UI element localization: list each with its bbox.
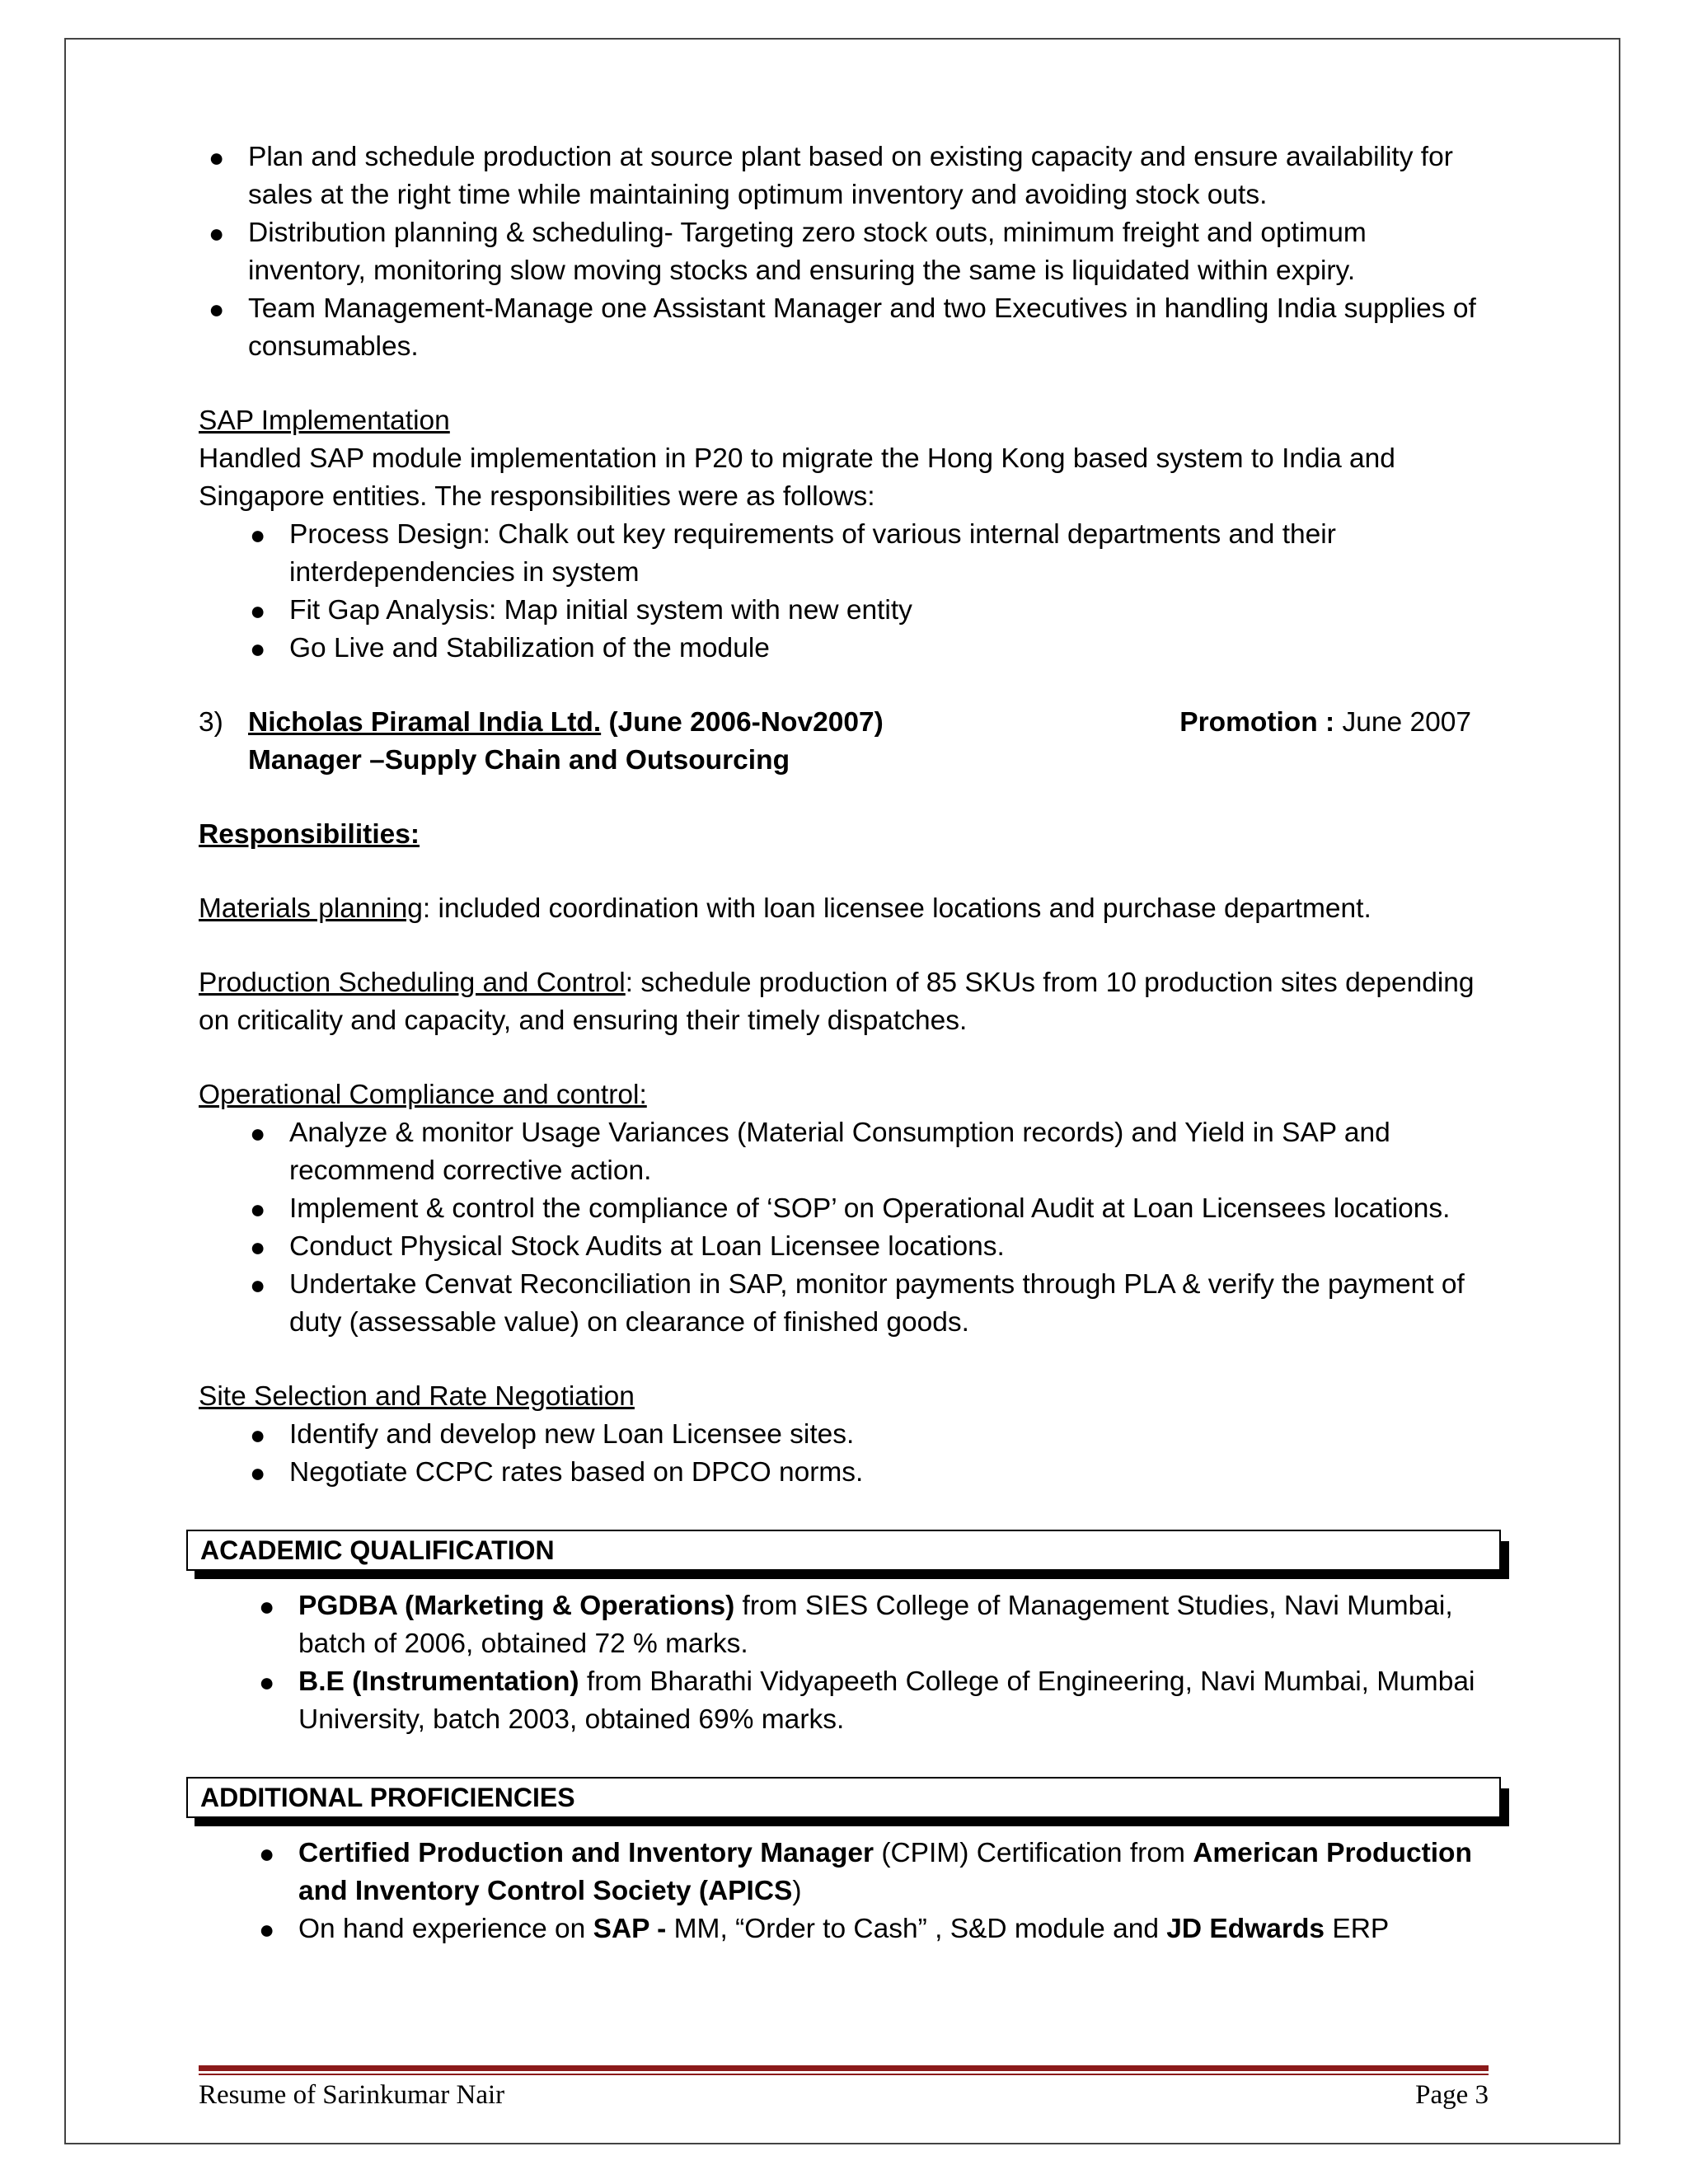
list-item-text: Team Management-Manage one Assistant Manager and two Executives in handling India supplies of consumables. [248,293,1476,362]
bullet-icon: ● [250,634,266,663]
additional-heading: ADDITIONAL PROFICIENCIES [186,1777,1501,1818]
degree-name: B.E (Instrumentation) [298,1666,579,1697]
list-item-text: Negotiate CCPC rates based on DPCO norms. [289,1457,864,1488]
list-item-text: Fit Gap Analysis: Map initial system with new entity [289,595,912,626]
spacer [199,928,1489,964]
academic-bullet-list [199,1587,1489,1739]
site-heading: Site Selection and Rate Negotiation [199,1381,635,1412]
responsibilities-heading: Responsibilities: [199,819,420,850]
bullet-icon: ● [250,1458,266,1488]
list-item-text: (CPIM) Certification from [874,1838,1193,1868]
materials-paragraph [199,890,1489,928]
production-paragraph [199,964,1489,1040]
promotion-date: June 2007 [1334,707,1471,738]
list-item [250,1454,1489,1492]
list-item [250,516,1489,592]
list-item-text: Process Design: Chalk out key requirements of various internal departments and their interdependencies in system [289,519,1336,588]
compliance-bullet-list [199,1114,1489,1342]
list-item [250,1190,1489,1228]
spacer [199,668,1489,704]
spacer [199,1492,1489,1521]
job-period: (June 2006-Nov2007) [601,707,884,738]
spacer [199,1040,1489,1076]
sap-label: SAP - [593,1914,667,1944]
list-item [250,630,1489,668]
document-body [199,138,1489,1948]
spacer [199,1342,1489,1378]
site-bullet-list [199,1416,1489,1492]
academic-heading: ACADEMIC QUALIFICATION [186,1530,1501,1571]
degree-details: from Bharathi Vidyapeeth College of Engineering, Navi Mumbai, Mumbai University, batch 2003, obtained 69% marks. [298,1666,1475,1735]
list-item [259,1663,1489,1739]
academic-section-header [186,1530,1501,1571]
company-name: Nicholas Piramal India Ltd. [248,707,602,738]
list-item [250,1266,1489,1342]
spacer [199,854,1489,890]
bullet-icon: ● [209,218,225,248]
list-item-text: On hand experience on [298,1914,593,1944]
footer-rule [199,2065,1489,2071]
degree-details: from SIES College of Management Studies, Navi Mumbai, batch of 2006, obtained 72 % marks. [298,1591,1453,1659]
bullet-icon: ● [259,1839,275,1868]
additional-section-header [186,1777,1501,1818]
bullet-icon: ● [250,1270,266,1300]
list-item [250,1114,1489,1190]
list-item-text: MM, “Order to Cash” , S&D module and [666,1914,1167,1944]
bullet-icon: ● [209,294,225,324]
promotion-label: Promotion : [1179,707,1335,738]
spacer [199,780,1489,816]
sap-bullet-list [199,516,1489,668]
bullet-icon: ● [250,520,266,550]
top-bullet-list [199,138,1489,366]
promotion [1179,704,1471,742]
compliance-heading: Operational Compliance and control: [199,1080,647,1110]
job-number: 3) [199,707,223,738]
materials-heading: Materials planning [199,893,423,924]
bullet-icon: ● [259,1591,275,1621]
list-item [250,1416,1489,1454]
materials-text: : included coordination with loan licensee locations and purchase department. [422,893,1372,924]
footer-title: Resume of Sarinkumar Nair [199,2080,505,2110]
list-item [209,214,1489,290]
list-item [259,1910,1489,1948]
list-item-text: ERP [1325,1914,1390,1944]
list-item [259,1587,1489,1663]
jd-edwards-label: JD Edwards [1166,1914,1325,1944]
additional-bullet-list [199,1835,1489,1948]
list-item-text: Undertake Cenvat Reconciliation in SAP, monitor payments through PLA & verify the payment of duty (assessable value) on clearance of finished goods. [289,1269,1465,1338]
list-item [209,290,1489,366]
list-item-text: Identify and develop new Loan Licensee sites. [289,1419,855,1450]
page-number: Page 3 [1415,2080,1489,2110]
sap-heading: SAP Implementation [199,405,450,436]
bullet-icon: ● [250,1118,266,1148]
bullet-icon: ● [259,1915,275,1944]
bullet-icon: ● [250,1194,266,1224]
job-entry [199,704,1489,780]
job-title: Manager –Supply Chain and Outsourcing [248,745,790,776]
bullet-icon: ● [250,1232,266,1262]
list-item-text: Implement & control the compliance of ‘SOP’ on Operational Audit at Loan Licensees locations. [289,1193,1451,1224]
bullet-icon: ● [209,143,225,172]
bullet-icon: ● [250,596,266,626]
degree-name: PGDBA (Marketing & Operations) [298,1591,735,1621]
bullet-icon: ● [259,1667,275,1697]
list-item-text: Go Live and Stabilization of the module [289,633,770,663]
footer-rule-thin [199,2074,1489,2075]
list-item-text: Distribution planning & scheduling- Targeting zero stock outs, minimum freight and optimum inventory, monitoring slow moving stocks and ensuring the same is liquidated within expiry. [248,218,1367,286]
list-item-text: ) [792,1876,802,1906]
list-item-text: Analyze & monitor Usage Variances (Material Consumption records) and Yield in SAP and recommend corrective action. [289,1118,1390,1186]
list-item [250,592,1489,630]
production-text: : schedule production of 85 SKUs from 10 production sites depending on criticality and capacity, and ensuring their timely dispatches. [199,968,1475,1036]
list-item-text: Plan and schedule production at source plant based on existing capacity and ensure availability for sales at the right time while maintaining optimum inventory and avoiding stock outs. [248,142,1453,210]
list-item-text: Conduct Physical Stock Audits at Loan Licensee locations. [289,1231,1005,1262]
certification-name: Certified Production and Inventory Manager [298,1838,874,1868]
society-name: American Production and Inventory Control Society (APICS [298,1838,1472,1906]
list-item [209,138,1489,214]
bullet-icon: ● [250,1420,266,1450]
production-heading: Production Scheduling and Control [199,968,626,998]
list-item [259,1835,1489,1910]
sap-intro: Handled SAP module implementation in P20 to migrate the Hong Kong based system to India and Singapore entities. The responsibilities were as follows: [199,443,1395,512]
spacer [199,1739,1489,1769]
spacer [199,366,1489,402]
list-item [250,1228,1489,1266]
